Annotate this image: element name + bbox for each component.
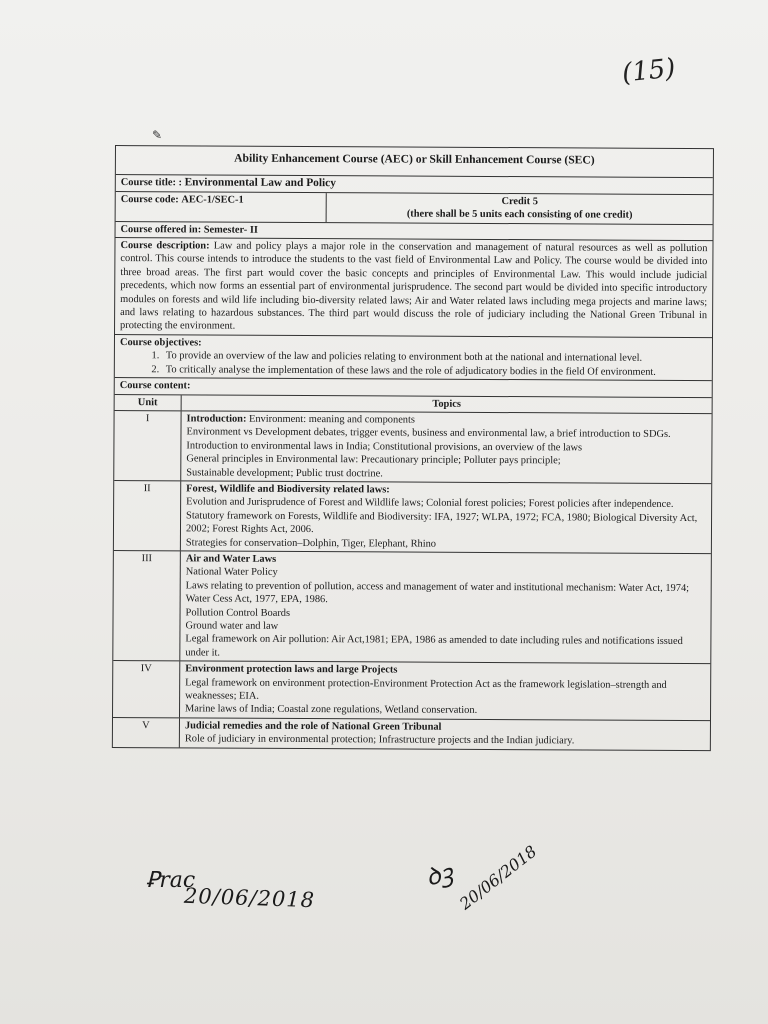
unit-title: Air and Water Laws (185, 553, 277, 565)
document-heading: Ability Enhancement Course (AEC) or Skill Enhancement Course (SEC) (116, 146, 713, 179)
topic-line: General principles in Environmental law: Precautionary principle; Polluter pays principle; (186, 453, 561, 467)
unit-column-header: Unit (115, 395, 182, 411)
topic-line: Ground water and law (185, 620, 279, 632)
unit-number: IV (113, 661, 180, 717)
course-offered-value: Semester- II (203, 224, 258, 236)
course-objectives-label: Course objectives: (119, 336, 202, 349)
topic-line: Role of judiciary in environmental protection; Infrastructure projects and the Indian judiciary. (184, 733, 575, 747)
course-code-row (116, 192, 713, 225)
course-objectives (115, 335, 712, 381)
unit-title: Judicial remedies and the role of National Green Tribunal (184, 720, 442, 733)
unit-row-3 (113, 551, 711, 664)
course-code-value: AEC-1/SEC-1 (181, 194, 244, 206)
unit-row-4 (113, 661, 710, 721)
unit-topics (180, 718, 710, 750)
course-description-label: Course description: (120, 240, 210, 252)
unit-title-rest: Environment: meaning and components (246, 413, 415, 426)
topic-line: Statutory framework on Forests, Wildlife and Biodiversity: IFA, 1927; WLPA, 1972; FCA, 1980; Biological Diversity Act, 2002; Forest Rights Act, 2006. (185, 510, 698, 536)
topic-line: National Water Policy (185, 566, 278, 579)
unit-number: III (113, 551, 181, 661)
topic-line: Marine laws of India; Coastal zone regulations, Wetland conservation. (185, 703, 478, 717)
topic-line: Evolution and Jurisprudence of Forest and Wildlife laws; Colonial forest policies; Forest policies after independence. (186, 496, 674, 511)
page-number: (15) (620, 53, 677, 89)
course-document (112, 145, 714, 751)
topic-line: Pollution Control Boards (185, 606, 291, 619)
unit-title: Forest, Wildlife and Biodiversity related laws: (186, 483, 390, 496)
unit-row-2 (114, 481, 711, 554)
course-code-cell (116, 192, 327, 222)
objectives-list (120, 349, 707, 379)
unit-topics (181, 411, 711, 483)
unit-row-5 (113, 718, 710, 750)
unit-title: Introduction: (186, 413, 247, 425)
course-offered-label: Course offered in: (120, 223, 202, 236)
credit-cell (327, 193, 713, 224)
topic-line: Sustainable development; Public trust doctrine. (186, 466, 383, 479)
signature-left: Ꝑrac (146, 868, 196, 893)
course-title-label: Course title: : (120, 177, 183, 189)
topics-column-header: Topics (432, 398, 461, 410)
credit-title: Credit 5 (501, 195, 538, 208)
topic-line: Strategies for conservation–Dolphin, Tiger, Elephant, Rhino (185, 536, 437, 550)
topic-line: Legal framework on Air pollution: Air Act,1981; EPA, 1986 as amended to date including rules and notifications issued under it. (185, 633, 683, 659)
signature-left-date: 20/06/2018 (183, 883, 316, 913)
pen-mark: ✎ (152, 128, 163, 142)
unit-topics (180, 662, 710, 720)
topic-line: Legal framework on environment protection-Environment Protection Act as the framework legislation–strength and weaknesses; EIA. (185, 676, 667, 702)
credit-note: (there shall be 5 units each consisting of one credit) (406, 208, 633, 221)
unit-topics (180, 551, 711, 663)
unit-row-1 (114, 411, 711, 484)
course-content-label: Course content: (115, 378, 712, 398)
course-title-value: Environmental Law and Policy (184, 176, 336, 190)
unit-number: I (114, 411, 181, 480)
objective-item: 1. To provide an overview of the law and policies relating to environment both at the national and international level. (162, 350, 707, 366)
signature-right: ꝺꝫ (423, 858, 456, 892)
unit-title: Environment protection laws and large Projects (185, 663, 398, 676)
unit-topics (181, 481, 711, 553)
topic-line: Introduction to environmental laws in India; Constitutional provisions, an overview of the laws (186, 440, 583, 454)
course-code-label: Course code: (120, 193, 179, 206)
course-description (115, 238, 712, 338)
objective-item: 2. To critically analyse the implementation of these laws and the role of adjudicatory bodies in the field Of environment. (162, 363, 707, 379)
topic-line: Laws relating to prevention of pollution, access and management of water and institutional mechanism: Water Act, 1974; Water Cess Act, 1977, EPA, 1986. (185, 580, 690, 606)
topic-line: Environment vs Development debates, trigger events, business and environmental law, a brief introduction to SDGs. (186, 426, 671, 441)
unit-number: V (113, 718, 180, 747)
course-description-text: Law and policy plays a major role in the conservation and management of natural resources as well as pollution control. This course intends to introduce the students to the vast field of Environmental Law and Policy. The course would be divided into three broad areas. The first part would cover the basic concepts and principles of Environmental Law. This would include judicial precedents, which now forms an essential part of environmental jurisprudence. The second part would be divided into specific introductory modules on forests and wild life including bio-diversity related laws; Air and Water related laws including mega projects and marine laws; and laws relating to hazardous substances. The third part would discuss the role of judiciary including the National Green Tribunal in protecting the environment. (120, 240, 708, 333)
unit-number: II (114, 481, 181, 550)
signature-right-date: 20/06/2018 (455, 841, 541, 914)
